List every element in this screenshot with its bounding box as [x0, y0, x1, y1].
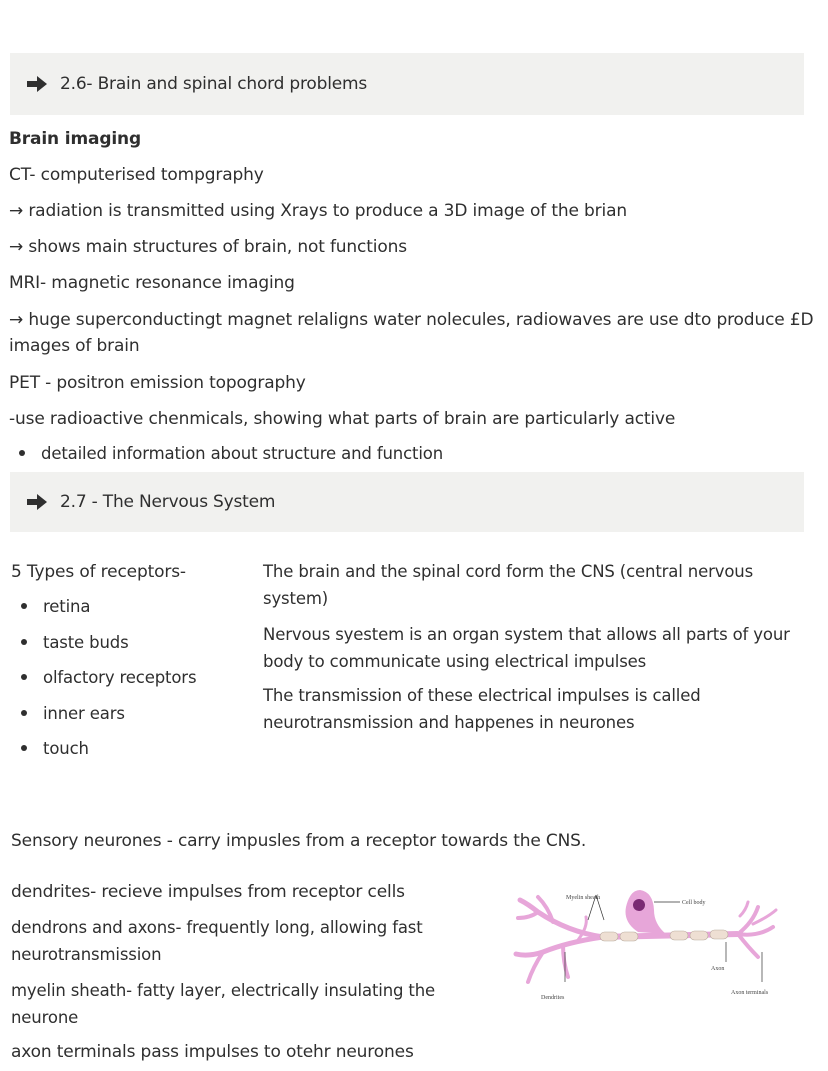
pet-label: PET - positron emission topography [9, 373, 306, 393]
list-item: detailed information about structure and function [19, 441, 443, 467]
dendrons-text: dendrons and axons- frequently long, allowing fast neurotransmission [11, 918, 423, 964]
dendrites-text: dendrites- recieve impulses from receptor cells [11, 882, 405, 902]
mri-label: MRI- magnetic resonance imaging [9, 273, 295, 293]
ct-label: CT- computerised tompgraphy [9, 165, 264, 185]
list-item: taste buds [21, 630, 129, 656]
pet-point-1: -use radioactive chenmicals, showing what parts of brain are particularly active [9, 409, 676, 429]
neuron-stroke [563, 945, 568, 977]
bullet-dot-icon [21, 603, 27, 609]
neuron-stroke [520, 900, 603, 937]
nucleus [633, 899, 645, 911]
label-myelin: Myelin sheath [566, 895, 601, 901]
list-item: retina [21, 594, 90, 620]
neuron-stroke [740, 902, 748, 916]
list-item: inner ears [21, 701, 125, 727]
label-axon: Axon [711, 966, 725, 972]
myelin-segment [670, 931, 688, 940]
bullet-dot-icon [21, 639, 27, 645]
neuron-stroke [738, 934, 758, 957]
cns-para-2: Nervous syestem is an organ system that allows all parts of your body to communicate using electrical impulses [263, 625, 790, 671]
bullet-dot-icon [21, 745, 27, 751]
receptors-title: 5 Types of receptors- [11, 562, 186, 582]
bullet-dot-icon [19, 450, 25, 456]
myelin-segment [690, 931, 708, 940]
myelin-text: myelin sheath- fatty layer, electrically insulating the neurone [11, 981, 436, 1027]
label-axon-terminals: Axon terminals [731, 990, 769, 996]
myelin-segment [600, 932, 618, 941]
list-item: olfactory receptors [21, 665, 196, 691]
cell-body [626, 890, 667, 934]
myelin-segment [620, 932, 638, 941]
myelin-segment [710, 930, 728, 939]
neuron-stroke [738, 907, 758, 934]
section-heading: 2.6- Brain and spinal chord problems [60, 74, 368, 94]
arrow-right-icon [26, 74, 54, 94]
section-callout-2-6 [10, 53, 804, 115]
label-dendrites: Dendrites [541, 995, 565, 1001]
bullet-dot-icon [21, 674, 27, 680]
brain-imaging-title: Brain imaging [9, 129, 141, 149]
mri-point-1: → huge superconductingt magnet relaligns water nolecules, radiowaves are use dto produce £D [9, 310, 814, 330]
label-cell-body: Cell body [682, 900, 706, 906]
neuron-stroke [578, 917, 586, 940]
list-item: touch [21, 736, 89, 762]
section-callout-2-7 [10, 472, 804, 532]
neuron-stroke [516, 937, 603, 955]
cns-para-1: The brain and the spinal cord form the CNS (central nervous system) [263, 562, 754, 608]
ct-point-2: → shows main structures of brain, not functions [9, 237, 407, 257]
mri-point-1-cont: images of brain [9, 336, 140, 356]
cns-para-3: The transmission of these electrical impulses is called neurotransmission and happenes in neurones [263, 686, 701, 732]
neuron-stroke [518, 912, 538, 918]
section-heading: 2.7 - The Nervous System [60, 492, 276, 512]
sensory-neurones: Sensory neurones - carry impusles from a receptor towards the CNS. [11, 831, 587, 851]
neuron-diagram [508, 882, 798, 1002]
axon-terminals-text: axon terminals pass impulses to otehr neurones [11, 1042, 414, 1062]
arrow-right-icon [26, 492, 54, 512]
bullet-dot-icon [21, 710, 27, 716]
ct-point-1: → radiation is transmitted using Xrays to produce a 3D image of the brian [9, 201, 627, 221]
